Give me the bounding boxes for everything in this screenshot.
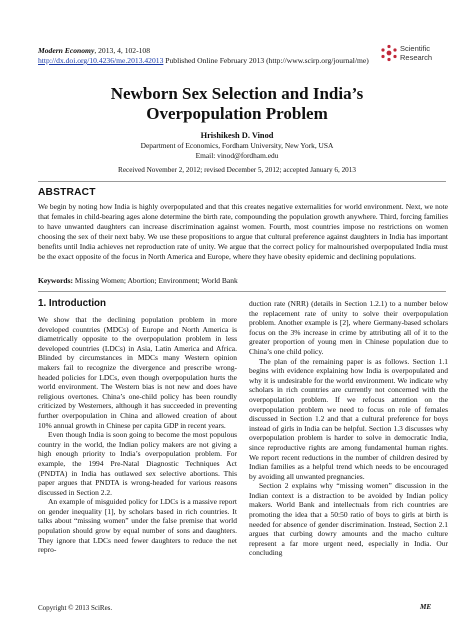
- scientific-research-logo-icon: [380, 44, 398, 62]
- abstract-text: We begin by noting how India is highly overpopulated and that this creates negative externalities for world environment. Next, we note that females in child-bearing ages alone determine the birth rate, compounding the population growth anywhere. Third, forcing families to have unwanted daughters can increase discrimination against women. Fourth, most countries impose no restrictions on women choosing the sex of their next baby. We use these propositions to argue that cultural preference against daughters in India has important benefits until India achieves net reproduction rate of unity. We argue that the correct policy for malnourished overpopulated India must be the exact opposite of the focus in North America and Europe, where they have obesity epidemic and declining populations.: [38, 202, 448, 261]
- logo-line1: Scientific: [400, 44, 431, 53]
- affiliation-block: [0, 141, 474, 160]
- paper-title: [0, 84, 474, 124]
- paragraph: An example of misguided policy for LDCs is a massive report on gender inequality [1], by scholars based in rich countries. It talks about “missing women” under the false premise that world population should grow by equal number of sons and daughters. They ignore that LDCs need fewer daughters to reduce the net repro-: [38, 497, 237, 555]
- paragraph: Even though India is soon going to become the most populous country in the world, the Indian policy makers are not giving a high enough priority to India’s overpopulation problem. For example, the 1994 Pre-Natal Diagnostic Techniques Act (PNDTA) in India has outlawed sex selective abortions. This paper argues that PNDTA is wrong-headed for various reasons discussed in Section 2.2.: [38, 430, 237, 497]
- author-email: Email: vinod@fordham.edu: [195, 150, 279, 160]
- divider-bottom: [38, 291, 446, 292]
- journal-header: [38, 46, 369, 66]
- received-dates: Received November 2, 2012; revised December 5, 2012; accepted January 6, 2013: [118, 166, 356, 174]
- column-right: [249, 299, 448, 558]
- abstract-heading: ABSTRACT: [38, 187, 96, 198]
- copyright: Copyright © 2013 SciRes.: [38, 604, 113, 612]
- publisher-logo: [380, 42, 450, 66]
- author-name: Hrishikesh D. Vinod: [200, 131, 274, 140]
- doi-link[interactable]: http://dx.doi.org/10.4236/me.2013.42013: [38, 56, 164, 65]
- journal-meta: , 2013, 4, 102-108: [94, 46, 151, 55]
- logo-line2: Research: [400, 52, 433, 62]
- paragraph: duction rate (NRR) (details in Section 1.2.1) to a number below the replacement rate of unity to solve their overpopulation problem. Another example is [2], where Germany-based scholars focus on the 3% increase in crime by attributing all of it to the greater proportion of young men in Chinese population due to China’s one child policy.: [249, 299, 448, 356]
- keywords-label: Keywords:: [38, 276, 73, 285]
- keywords-text: Missing Women; Abortion; Environment; World Bank: [73, 276, 238, 285]
- journal-name: Modern Economy: [38, 46, 95, 55]
- published-line: Published Online February 2013 (http://www.scirp.org/journal/me): [163, 56, 369, 65]
- paragraph: The plan of the remaining paper is as follows. Section 1.1 begins with evidence explaining how India is overpopulated and why it is undesirable for the world environment. We indicate why scholars in rich countries are currently not concerned with the overpopulation problem. If we refocus attention on the overpopulation problem we need to focus on role of females discussed in Section 1.2 and that a cultural preference for boys instead of girls in India can be helpful. Section 1.3 discusses why overpopulation problem is harder to solve in democratic India, since reproductive rights are among fundamental human rights. We report recent reductions in the number of children desired by Indian families as a helpful trend which needs to be encouraged by avoiding all unwanted pregnancies.: [249, 356, 448, 481]
- intro-heading: 1. Introduction: [38, 298, 107, 309]
- column-left: [38, 315, 237, 555]
- keywords: [38, 276, 448, 286]
- divider-top: [38, 181, 446, 182]
- title-line2: Overpopulation Problem: [146, 104, 328, 123]
- journal-abbr: ME: [420, 603, 432, 611]
- affiliation: Department of Economics, Fordham University, New York, USA: [140, 141, 334, 150]
- paragraph: Section 2 explains why “missing women” discussion in the Indian context is a distraction to be avoided by Indian policy makers. World Bank and intellectuals from rich countries are promoting the idea that a 50:50 ratio of boys to girls at birth is needed for absence of gender discrimination. Instead, Section 2.1 argues that curbing dowry amounts and the macho culture represent a far more urgent need, especially in India. Our concluding: [249, 481, 448, 558]
- title-line1: Newborn Sex Selection and India’s: [110, 84, 364, 103]
- paragraph: We show that the declining population problem in more developed countries (MDCs) of Europe and North America is diametrically opposite to the overpopulation problem in less developed countries (LDCs) in Asia, Latin America and Africa. Blinded by circumstances in MDCs many Western opinion makers fail to recognize the divergence and prescribe wrong-headed policies for LDCs, even though overpopulation hurts the world environment. The Western bias is not new and does have religious overtones. China’s one-child policy has been roundly criticized by Westerners, although it has succeeded in preventing further overpopulation in China and allowed creation of about 10% annual growth in Chinese per capita GDP in recent years.: [38, 315, 237, 430]
